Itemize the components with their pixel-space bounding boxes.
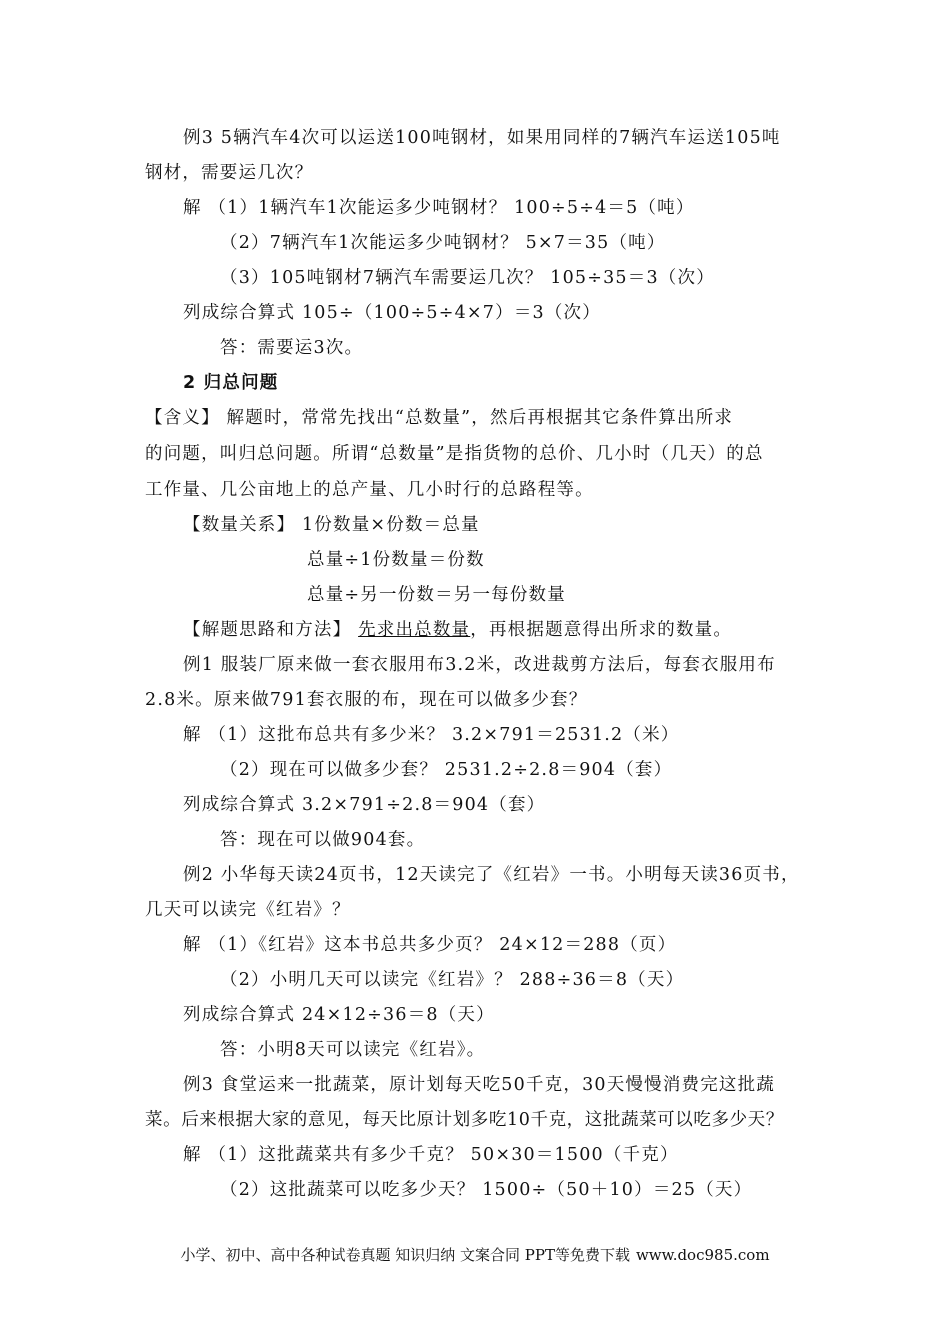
text-line: （2）小明几天可以读完《红岩》？ 288÷36＝8（天） <box>220 970 685 990</box>
text-line: 2.8米。原来做791套衣服的布，现在可以做多少套？ <box>145 690 588 710</box>
text-line: 总量÷1份数量＝份数 <box>307 550 485 570</box>
method-text: ，再根据题意得出所求的数量。 <box>470 620 733 640</box>
text-line: 【数量关系】 1份数量×份数＝总量 <box>183 515 480 535</box>
text-line: 【含义】 解题时，常常先找出“总数量”，然后再根据其它条件算出所求 <box>145 408 734 428</box>
text-line: 解 （1）《红岩》这本书总共多少页？ 24×12＝288（页） <box>183 935 677 955</box>
text-line: 答：现在可以做904套。 <box>220 830 426 850</box>
section-heading: 2 归总问题 <box>183 373 279 393</box>
footer-text: 小学、初中、高中各种试卷真题 知识归纳 文案合同 PPT等免费下载 <box>180 1246 630 1264</box>
text-line: 例1 服装厂原来做一套衣服用布3.2米，改进裁剪方法后，每套衣服用布 <box>183 655 776 675</box>
text-line: 列成综合算式 3.2×791÷2.8＝904（套） <box>183 795 546 815</box>
text-line: 答：小明8天可以读完《红岩》。 <box>220 1040 486 1060</box>
footer-url[interactable]: www.doc985.com <box>635 1246 770 1264</box>
text-line <box>183 618 732 642</box>
text-line: 钢材，需要运几次？ <box>145 163 314 183</box>
text-line: （2）这批蔬菜可以吃多少天？ 1500÷（50＋10）＝25（天） <box>220 1180 753 1200</box>
text-line: 例2 小华每天读24页书，12天读完了《红岩》一书。小明每天读36页书， <box>183 865 800 885</box>
text-line: 答：需要运3次。 <box>220 338 364 358</box>
text-line: 列成综合算式 105÷（100÷5÷4×7）＝3（次） <box>183 303 601 323</box>
method-label: 【解题思路和方法】 <box>183 620 359 640</box>
text-line: 解 （1）这批布总共有多少米？ 3.2×791＝2531.2（米） <box>183 725 680 745</box>
text-line: 解 （1）这批蔬菜共有多少千克？ 50×30＝1500（千克） <box>183 1145 679 1165</box>
text-line: 的问题，叫归总问题。所谓“总数量”是指货物的总价、几小时（几天）的总 <box>145 444 764 464</box>
text-line: 几天可以读完《红岩》？ <box>145 900 351 920</box>
text-line: 例3 食堂运来一批蔬菜，原计划每天吃50千克，30天慢慢消费完这批蔬 <box>183 1075 776 1095</box>
text-line: （2）现在可以做多少套？ 2531.2÷2.8＝904（套） <box>220 760 673 780</box>
text-line: 例3 5辆汽车4次可以运送100吨钢材，如果用同样的7辆汽车运送105吨 <box>183 128 781 148</box>
text-line: 总量÷另一份数＝另一每份数量 <box>307 585 566 605</box>
page-footer <box>0 1244 950 1265</box>
text-line: 列成综合算式 24×12÷36＝8（天） <box>183 1005 495 1025</box>
text-line: 解 （1）1辆汽车1次能运多少吨钢材？ 100÷5÷4＝5（吨） <box>183 198 695 218</box>
underlined-text: 先求出总数量 <box>358 620 471 640</box>
text-line: 菜。后来根据大家的意见，每天比原计划多吃10千克，这批蔬菜可以吃多少天？ <box>145 1110 784 1130</box>
text-line: （3）105吨钢材7辆汽车需要运几次？ 105÷35＝3（次） <box>220 268 715 288</box>
text-line: （2）7辆汽车1次能运多少吨钢材？ 5×7＝35（吨） <box>220 233 666 253</box>
text-line: 工作量、几公亩地上的总产量、几小时行的总路程等。 <box>145 480 594 500</box>
